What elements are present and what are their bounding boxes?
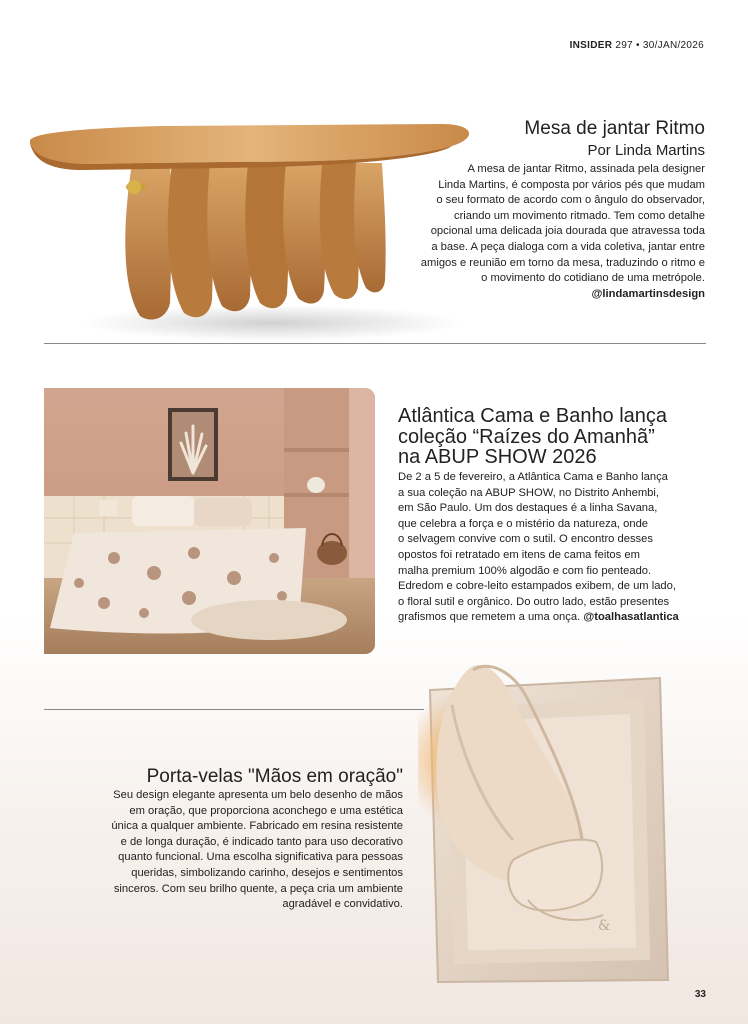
article1-line: Linda Martins, é composta por vários pés que mudam	[438, 178, 705, 191]
section-divider	[44, 343, 706, 344]
article1-body	[385, 162, 705, 302]
article2-line: a sua coleção na ABUP SHOW, no Distrito Anhembi,	[398, 486, 659, 499]
article2-line-last	[398, 610, 718, 626]
article1-line: opcional uma delicada joia dourada que atravessa toda	[430, 225, 705, 238]
article1-line: A mesa de jantar Ritmo, assinada pela designer	[467, 163, 705, 175]
article1-subtitle: Por Linda Martins	[587, 142, 705, 159]
magazine-name: INSIDER	[569, 40, 613, 51]
article2-title-line: coleção “Raízes do Amanhã”	[398, 425, 655, 448]
masthead	[570, 40, 704, 51]
article2-line: malha premium 100% algodão e com fio penteado.	[398, 564, 652, 577]
article3-line: única a qualquer ambiente. Fabricado em resina resistente	[111, 820, 403, 833]
article2-line: o floral sutil e orgânico. Do outro lado, estão presentes	[398, 595, 670, 608]
hands-candle-holder-image	[418, 630, 680, 990]
article2-line: opostos foi retratado em itens de cama feitos em	[398, 548, 640, 561]
article3-line: queridas, simbolizando carinho, desejos e sentimentos	[131, 866, 403, 879]
article2-line: que celebra a força e o mistério da natureza, onde	[398, 517, 649, 530]
article2-title-line: na ABUP SHOW 2026	[398, 446, 597, 468]
article1-line: criando um movimento ritmado. Tem como detalhe	[453, 209, 705, 222]
page-number: 33	[694, 989, 706, 1000]
bedroom-photo	[44, 388, 375, 654]
article2-handle[interactable]: @toalhasatlantica	[583, 611, 679, 624]
article3-line: agradável e convidativo.	[282, 898, 403, 911]
article1-line: amigos e reunião em torno da mesa, traduzindo o ritmo e	[420, 256, 705, 269]
article3-title: Porta-velas "Mãos em oração"	[146, 766, 403, 787]
article3-body	[63, 788, 403, 913]
article3-line: sinceros. Com seu brilho quente, a peça cria um ambiente	[113, 882, 403, 895]
section-divider	[44, 709, 424, 710]
article1-title: Mesa de jantar Ritmo	[524, 118, 705, 139]
article3-line: Seu design elegante apresenta um belo desenho de mãos	[113, 789, 403, 801]
issue-info: 297 • 30/JAN/2026	[615, 40, 704, 51]
article2-line: grafismos que remetem a uma onça.	[398, 611, 581, 624]
article2-line: Edredom e cobre-leito estampados exibem, de um lado,	[398, 580, 676, 593]
article1-line: a base. A peça dialoga com a vida coletiva, jantar entre	[431, 240, 705, 253]
article2-line: De 2 a 5 de fevereiro, a Atlântica Cama e Banho lança	[398, 471, 668, 483]
article2-body	[398, 470, 718, 626]
article2-title-line: Atlântica Cama e Banho lança	[398, 405, 668, 427]
article3-line: e de longa duração, é indicado tanto para uso decorativo	[120, 835, 403, 848]
svg-text:&: &	[598, 918, 611, 934]
article3-line: em oração, que proporciona aconchego e uma estética	[129, 804, 403, 817]
article2-line: o selvagem convive com o sutil. O encontro desses	[398, 533, 653, 546]
article2-line: em São Paulo. Um dos destaques é a linha Savana,	[398, 502, 658, 515]
article3-line: quanto funcional. Uma escolha significativa para pessoas	[118, 851, 403, 864]
article2-title	[398, 406, 667, 468]
article1-handle[interactable]: @lindamartinsdesign	[591, 287, 705, 300]
article1-line: o seu formato de acordo com o ângulo do observador,	[436, 194, 705, 207]
article1-line: o movimento do cotidiano de uma metrópole.	[481, 272, 705, 285]
